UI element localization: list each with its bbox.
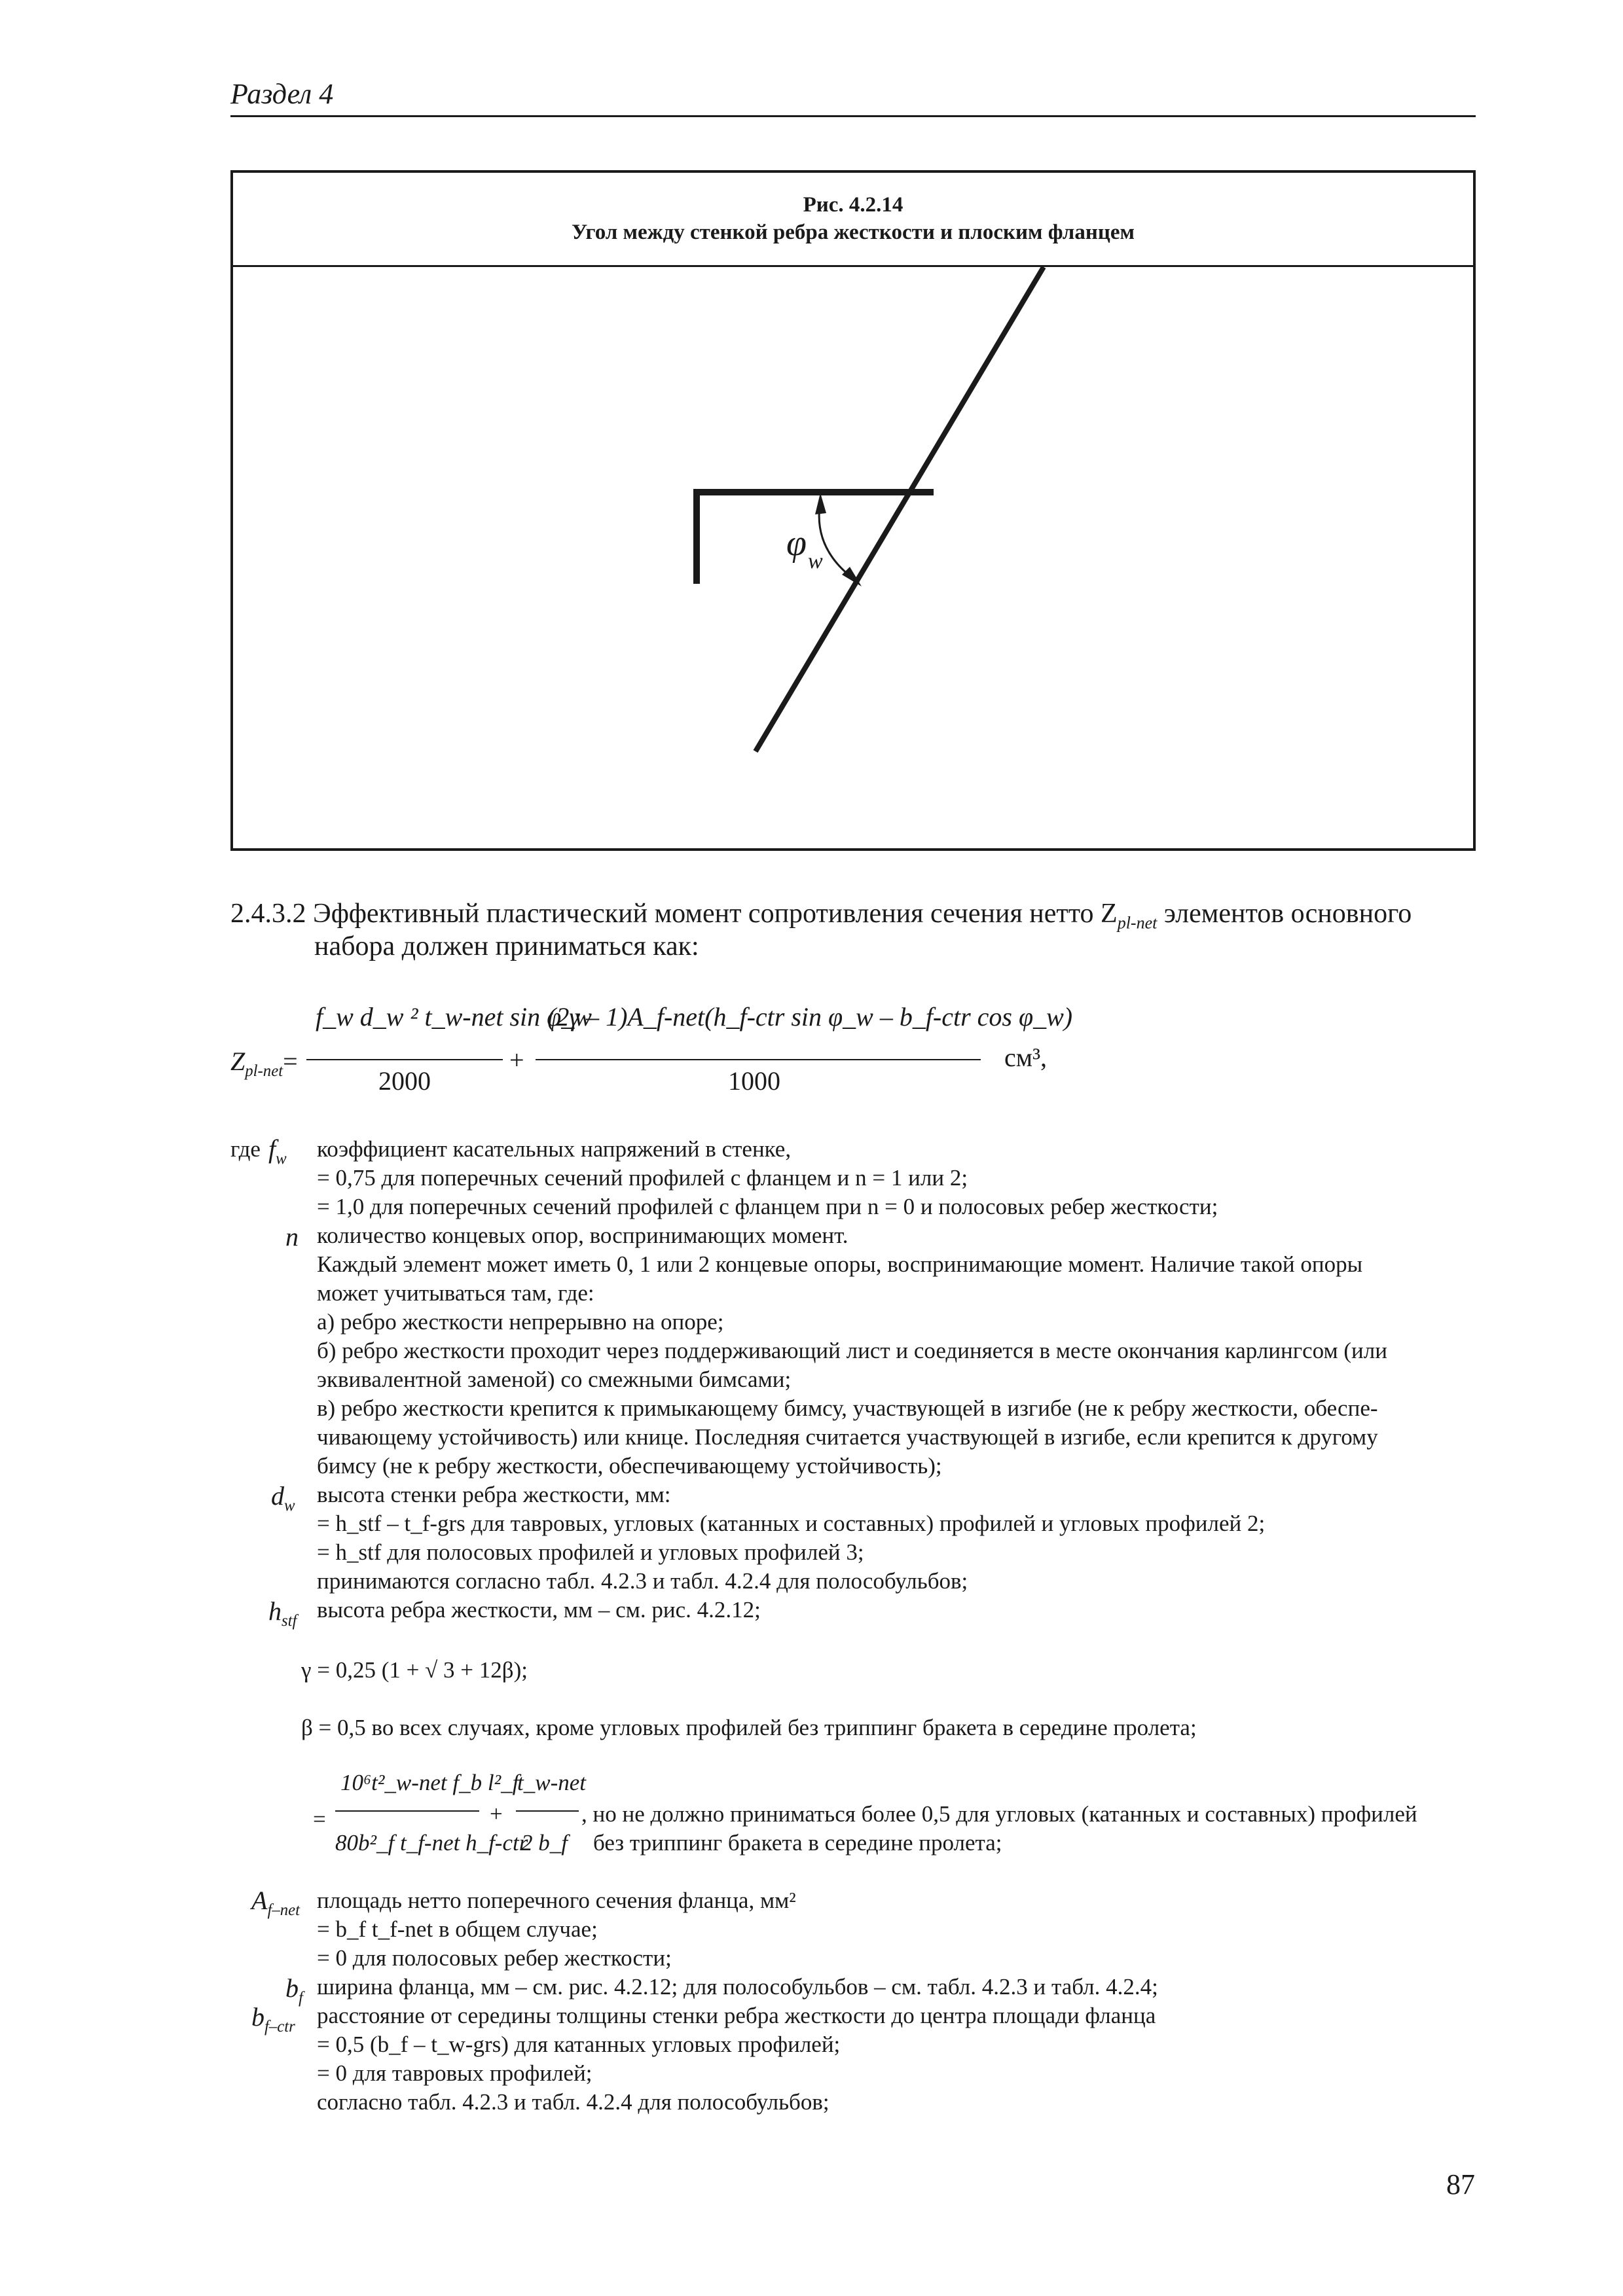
beta-formula: β = 0,5 во всех случаях, кроме угловых профилей без триппинг бракета в середине пролета; (301, 1715, 1197, 1740)
bfc-def-3: = 0 для тавровых профилей; (317, 2060, 593, 2086)
fw-def-2: = 0,75 для поперечных сечений профилей с фланцем и n = 1 или 2; (317, 1165, 968, 1191)
n-def-1: количество концевых опор, воспринимающих момент. (317, 1223, 848, 1248)
gamma-formula: γ = 0,25 (1 + √ 3 + 12β); (301, 1657, 528, 1683)
angle-symbol: φ (786, 523, 807, 564)
fraction-bar-2 (536, 1059, 981, 1060)
formula-denominator-2: 1000 (728, 1066, 780, 1096)
af-def-2: = b_f t_f-net в общем случае; (317, 1916, 598, 1942)
n-def-2b: может учитываться там, где: (317, 1280, 594, 1306)
beta-plus: + (490, 1801, 503, 1827)
beta-fraction-bar-1 (335, 1810, 479, 1812)
bf-symbol: $b_f$ (285, 1973, 303, 2007)
arrow-head-top (815, 493, 826, 514)
n-def-c1: в) ребро жесткости крепится к примыкающему бимсу, участвующей в изгибе (не к ребру жесткости, обеспе- (317, 1395, 1378, 1421)
figure-number: Рис. 4.2.14 (803, 193, 903, 217)
running-header: Раздел 4 (230, 78, 334, 110)
fw-symbol: $f_w$ (268, 1134, 287, 1168)
dw-def-1: высота стенки ребра жесткости, мм: (317, 1482, 671, 1507)
bfc-def-1: расстояние от середины толщины стенки ребра жесткости до центра площади фланца (317, 2003, 1156, 2028)
n-def-c2: чивающему устойчивость) или книце. Последняя считается участвующей в изгибе, если крепится к другому (317, 1424, 1378, 1450)
beta-note-1: , но не должно приниматься более 0,5 для угловых (катанных и составных) профилей (581, 1801, 1417, 1827)
n-def-c3: бимсу (не к ребру жесткости, обеспечивающему устойчивость); (317, 1453, 942, 1479)
where-word: где (230, 1136, 261, 1162)
formula-denominator-1: 2000 (378, 1066, 431, 1096)
formula-plus: + (509, 1045, 524, 1075)
section-paragraph: 2.4.3.2 Эффективный пластический момент сопротивления сечения нетто $Z_{pl-net}$ элементов основного (230, 899, 1412, 933)
beta-fraction-bar-2 (516, 1810, 579, 1812)
n-def-a: а) ребро жесткости непрерывно на опоре; (317, 1309, 724, 1335)
formula-numerator-2: (2γ – 1)A_f-net(h_f-ctr sin φ_w – b_f-ctr cos φ_w) (547, 1002, 1073, 1031)
fraction-bar-1 (306, 1059, 503, 1060)
dw-def-3: = h_stf для полосовых профилей и угловых профилей 3; (317, 1539, 864, 1565)
bf-def-1: ширина фланца, мм – см. рис. 4.2.12; для полособульбов – см. табл. 4.2.3 и табл. 4.2.4; (317, 1974, 1158, 2000)
fw-def-3: = 1,0 для поперечных сечений профилей с фланцем при n = 0 и полосовых ребер жесткости; (317, 1194, 1218, 1219)
af-def-3: = 0 для полосовых ребер жесткости; (317, 1945, 672, 1971)
figure-drawing (233, 267, 1473, 848)
bfc-def-2: = 0,5 (b_f – t_w-grs) для катанных угловых профилей; (317, 2032, 841, 2057)
beta-denominator-2: 2 b_f (521, 1830, 568, 1856)
figure-box (230, 170, 1476, 851)
figure-title: Угол между стенкой ребра жесткости и плоским фланцем (572, 221, 1135, 244)
n-symbol: n (285, 1222, 299, 1251)
stiffener-web-line (756, 267, 1044, 751)
fw-def-1: коэффициент касательных напряжений в стенке, (317, 1136, 792, 1162)
n-def-2a: Каждый элемент может иметь 0, 1 или 2 концевые опоры, воспринимающие момент. Наличие такой опоры (317, 1251, 1363, 1277)
figure-caption (233, 173, 1473, 267)
dw-def-4: принимаются согласно табл. 4.2.3 и табл. 4.2.4 для полособульбов; (317, 1568, 968, 1594)
formula-lhs: $Z_{pl-net}=$ (230, 1047, 298, 1080)
hstf-symbol: $h_{stf}$ (268, 1596, 297, 1630)
angle-subscript: w (808, 549, 823, 573)
af-symbol: $A_{f-net}$ (251, 1886, 301, 1919)
bfc-def-4: согласно табл. 4.2.3 и табл. 4.2.4 для полособульбов; (317, 2089, 830, 2115)
n-def-b2: эквивалентной заменой) со смежными бимсами; (317, 1367, 792, 1392)
page-number: 87 (1446, 2168, 1475, 2200)
beta-eq: = (313, 1806, 326, 1832)
formula-numerator-1: f_w d_w ² t_w-net sin φ_w (316, 1002, 592, 1031)
formula-unit: см³, (1004, 1043, 1048, 1072)
dw-def-2: = h_stf – t_f-grs для тавровых, угловых (катанных и составных) профилей и угловых профилей 2; (317, 1511, 1266, 1536)
section-paragraph-line2: набора должен приниматься как: (314, 931, 699, 961)
bfc-symbol: $b_{f-ctr}$ (251, 2002, 295, 2036)
beta-note-2: без триппинг бракета в середине пролета; (593, 1830, 1002, 1856)
af-def-1: площадь нетто поперечного сечения фланца, мм² (317, 1888, 796, 1913)
beta-numerator-2: t_w-net (517, 1770, 586, 1795)
header-rule (230, 115, 1476, 117)
dw-symbol: $d_w$ (271, 1481, 295, 1515)
n-def-b1: б) ребро жесткости проходит через поддерживающий лист и соединяется в месте окончания карлингсом (или (317, 1338, 1387, 1363)
beta-denominator-1: 80b²_f t_f-net h_f-ctr (335, 1830, 528, 1856)
beta-numerator-1: 10⁶t²_w-net f_b l²_f (340, 1770, 519, 1795)
hstf-def-1: высота ребра жесткости, мм – см. рис. 4.2.12; (317, 1597, 761, 1623)
